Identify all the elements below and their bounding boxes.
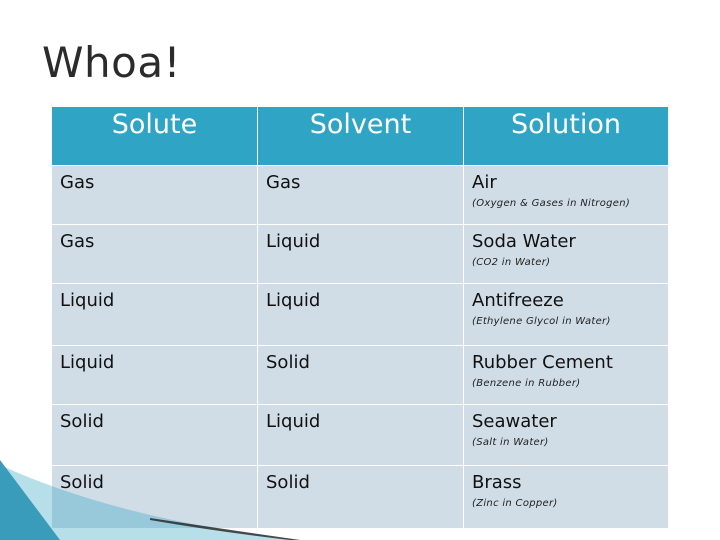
row-3-solute: Liquid bbox=[52, 284, 257, 345]
solution-name: Soda Water bbox=[472, 231, 576, 252]
solution-note: (CO2 in Water) bbox=[472, 257, 551, 268]
row-3-solution bbox=[464, 284, 668, 345]
row-5-solute: Solid bbox=[52, 405, 257, 465]
row-6-solvent: Solid bbox=[258, 466, 463, 528]
slide-title: Whoa! bbox=[42, 38, 181, 87]
row-4-solute: Liquid bbox=[52, 346, 257, 404]
solution-name: Antifreeze bbox=[472, 290, 564, 311]
row-4-solvent: Solid bbox=[258, 346, 463, 404]
solution-note: (Oxygen & Gases in Nitrogen) bbox=[472, 198, 631, 209]
row-5-solvent: Liquid bbox=[258, 405, 463, 465]
header-solution: Solution bbox=[464, 107, 668, 165]
row-1-solute: Gas bbox=[52, 166, 257, 224]
header-solvent: Solvent bbox=[258, 107, 463, 165]
row-2-solution bbox=[464, 225, 668, 283]
row-5-solution bbox=[464, 405, 668, 465]
solution-name: Brass bbox=[472, 472, 522, 493]
solution-name: Air bbox=[472, 172, 497, 193]
row-1-solution bbox=[464, 166, 668, 224]
row-1-solvent: Gas bbox=[258, 166, 463, 224]
solution-note: (Ethylene Glycol in Water) bbox=[472, 316, 611, 327]
row-2-solute: Gas bbox=[52, 225, 257, 283]
row-2-solvent: Liquid bbox=[258, 225, 463, 283]
header-solute: Solute bbox=[52, 107, 257, 165]
solution-name: Rubber Cement bbox=[472, 352, 613, 373]
solution-note: (Zinc in Copper) bbox=[472, 498, 558, 509]
solution-note: (Benzene in Rubber) bbox=[472, 378, 581, 389]
row-6-solute: Solid bbox=[52, 466, 257, 528]
decorative-swoosh bbox=[0, 460, 720, 540]
row-4-solution bbox=[464, 346, 668, 404]
solution-name: Seawater bbox=[472, 411, 557, 432]
row-3-solvent: Liquid bbox=[258, 284, 463, 345]
solution-note: (Salt in Water) bbox=[472, 437, 549, 448]
